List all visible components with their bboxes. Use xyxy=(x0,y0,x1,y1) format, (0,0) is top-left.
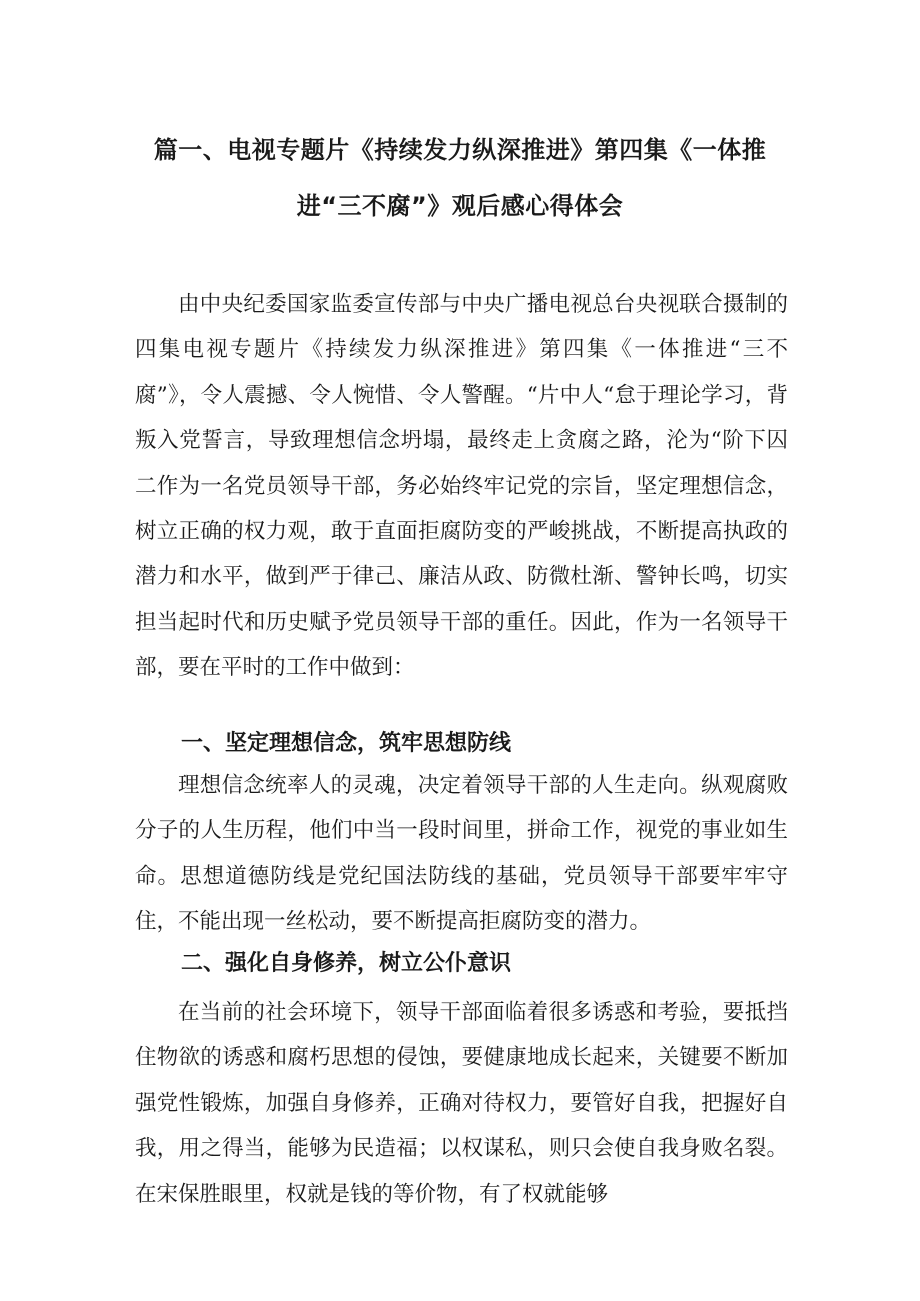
section-2-paragraph: 在当前的社会环境下，领导干部面临着很多诱惑和考验，要抵挡住物欲的诱惑和腐朽思想的侵蚀，要健康地成长起来，关键要不断加强党性锻炼，加强自身修养，正确对待权力，要管好自我，把握好自我，用之得当，能够为民造福；以权谋私，则只会使自我身败名裂。在宋保胜眼里，权就是钱的等价物，有了权就能够 xyxy=(135,1000,788,1207)
section-heading-2: 二、强化自身修养，树立公仆意识 xyxy=(181,951,512,976)
document-title-line-1: 篇一、电视专题片《持续发力纵深推进》第四集《一体推 xyxy=(153,136,767,164)
document-title-line-2: 进“三不腐”》观后感心得体会 xyxy=(296,192,624,220)
section-heading-1: 一、坚定理想信念，筑牢思想防线 xyxy=(181,731,512,756)
intro-paragraph: 由中央纪委国家监委宣传部与中央广播电视总台央视联合摄制的四集电视专题片《持续发力纵深推进》第四集《一体推进“三不腐”》，令人震撼、令人惋惜、令人警醒。“片中人“怠于理论学习，背叛入党誓言，导致理想信念坍塌，最终走上贪腐之路，沦为“阶下囚二作为一名党员领导干部，务必始终牢记党的宗旨，坚定理想信念，树立正确的权力观，敢于直面拒腐防变的严峻挑战，不断提高执政的潜力和水平，做到严于律己、廉洁从政、防微杜渐、警钟长鸣，切实担当起时代和历史赋予党员领导干部的重任。因此，作为一名领导干部，要在平时的工作中做到： xyxy=(135,292,788,681)
section-1-paragraph: 理想信念统率人的灵魂，决定着领导干部的人生走向。纵观腐败分子的人生历程，他们中当一段时间里，拼命工作，视党的事业如生命。思想道德防线是党纪国法防线的基础，党员领导干部要牢牢守住，不能出现一丝松动，要不断提高拒腐防变的潜力。 xyxy=(135,773,788,935)
